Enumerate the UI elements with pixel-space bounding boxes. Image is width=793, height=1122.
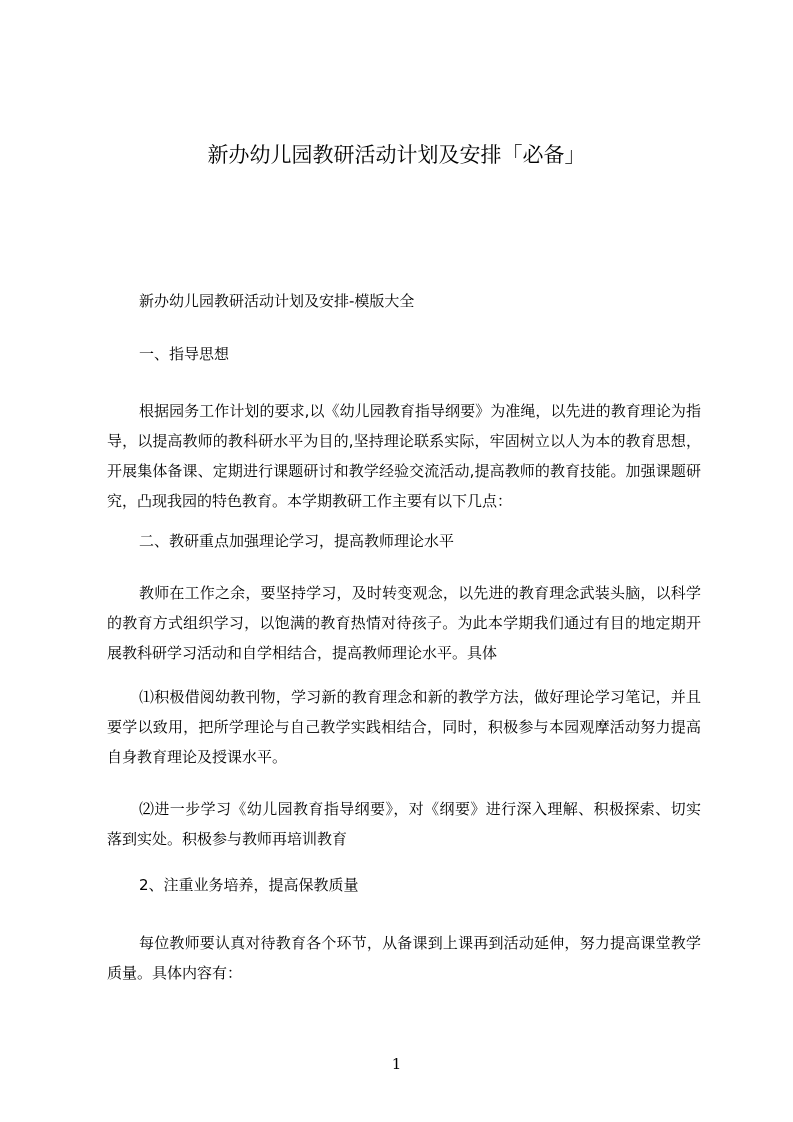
paragraph-theory-study: 教师在工作之余，要坚持学习，及时转变观念，以先进的教育理念武装头脑，以科学的教育方式组织学习，以饱满的教育热情对待孩子。为此本学期我们通过有目的地定期开展教科研学习活动和自学相结合，提高教师理论水平。具体 xyxy=(107,584,701,662)
document-subtitle: 新办幼儿园教研活动计划及安排-模版大全 xyxy=(139,292,415,310)
paragraph-guiding-thought: 根据园务工作计划的要求,以《幼儿园教育指导纲要》为准绳，以先进的教育理论为指导，以提高教师的教科研水平为目的,坚持理论联系实际，牢固树立以人为本的教育思想，开展集体备课、定期进行课题研讨和教学经验交流活动,提高教师的教育技能。加强课题研究，凸现我园的特色教育。本学期教研工作主要有以下几点： xyxy=(107,402,701,510)
section-heading-professional-training: 2、注重业务培养，提高保教质量 xyxy=(139,876,359,894)
section-heading-theory-study: 二、教研重点加强理论学习，提高教师理论水平 xyxy=(139,532,455,550)
paragraph-professional-training: 每位教师要认真对待教育各个环节，从备课到上课再到活动延伸，努力提高课堂教学质量。具体内容有： xyxy=(107,934,701,982)
paragraph-item-1: ⑴积极借阅幼教刊物，学习新的教育理念和新的教学方法，做好理论学习笔记，并且要学以致用，把所学理论与自己教学实践相结合，同时，积极参与本园观摩活动努力提高自身教育理论及授课水平。 xyxy=(107,688,701,766)
page-number: 1 xyxy=(391,1055,402,1073)
paragraph-item-2: ⑵进一步学习《幼儿园教育指导纲要》，对《纲要》进行深入理解、积极探索、切实落到实处。积极参与教师再培训教育 xyxy=(107,800,701,848)
section-heading-guiding-thought: 一、指导思想 xyxy=(139,345,230,363)
document-title: 新办幼儿园教研活动计划及安排「必备」 xyxy=(207,143,586,167)
